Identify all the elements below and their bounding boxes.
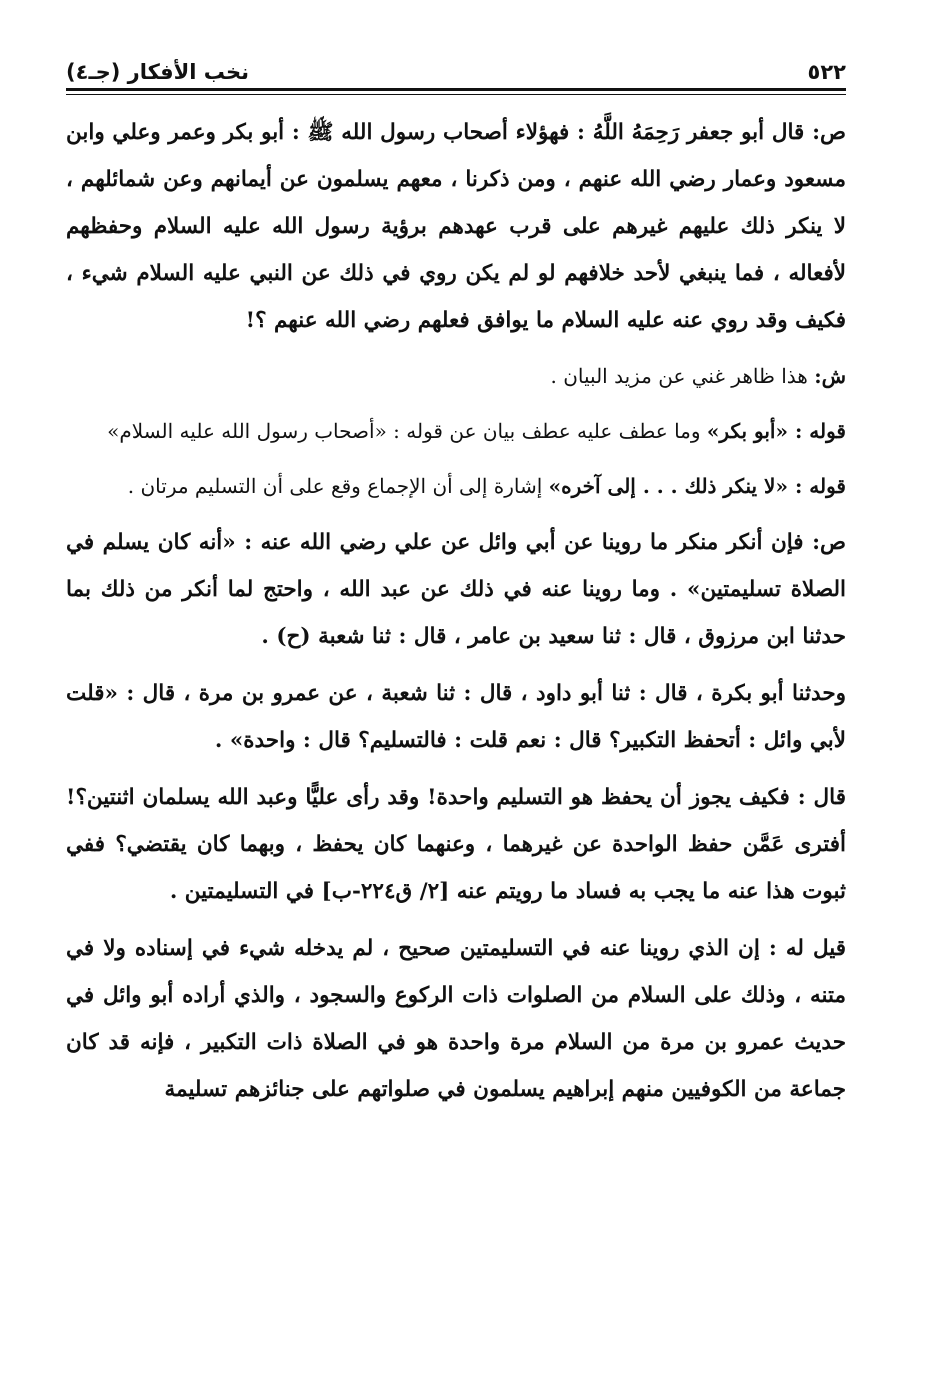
book-title: نخب الأفكار (جـ٤) [66,60,249,84]
paragraph-text: وما عطف عليه عطف بيان عن قوله : «أصحاب رسول الله عليه السلام» [107,419,707,443]
page-header [66,40,846,84]
paragraph-matn [66,519,846,660]
paragraph-sharh [66,464,846,509]
paragraph-matn [66,925,846,1113]
paragraph-quote: «لا ينكر ذلك . . . إلى آخره» [548,474,795,498]
header-rule-thick [66,88,846,91]
paragraph-lead: قوله : [794,419,846,443]
header-rule-thin [66,94,846,95]
paragraph-text: إشارة إلى أن الإجماع وقع على أن التسليم مرتان . [127,474,549,498]
paragraph-text: وحدثنا أبو بكرة ، قال : ثنا أبو داود ، قال : ثنا شعبة ، عن عمرو بن مرة ، قال : «قلت لأبي وائل : أتحفظ التكبير؟ قال : نعم قلت : فالتسليم؟ قال : واحدة» . [66,681,846,753]
paragraph-lead: قوله : [794,474,846,498]
paragraph-lead: ص: [812,120,846,145]
paragraph-text: هذا ظاهر غني عن مزيد البيان . [550,364,815,388]
body-text [66,109,846,1113]
paragraph-text: قيل له : إن الذي روينا عنه في التسليمتين صحيح ، لم يدخله شيء في إسناده ولا في متنه ، وذلك على السلام من الصلوات ذات الركوع والسجود ، والذي أراده أبو وائل في حديث عمرو بن مرة من السلام مرة واحدة هو في الصلاة ذات التكبير ، فإنه قد كان جماعة من الكوفيين منهم إبراهيم يسلمون في صلواتهم على جنائزهم تسليمة [66,936,846,1102]
paragraph-matn [66,774,846,915]
paragraph-matn [66,109,846,344]
paragraph-text: قال أبو جعفر رَحِمَهُ اللَّهُ : فهؤلاء أصحاب رسول الله ﷺ : أبو بكر وعمر وعلي وابن مسعود وعمار رضي الله عنهم ، ومن ذكرنا ، معهم يسلمون عن أيمانهم وعن شمائلهم ، لا ينكر ذلك عليهم غيرهم على قرب عهدهم برؤية رسول الله عليه السلام وحفظهم لأفعاله ، فما ينبغي لأحد خلافهم لو لم يكن روي في ذلك عن النبي عليه السلام شيء ، فكيف وقد روي عنه عليه السلام ما يوافق فعلهم رضي الله عنهم ؟! [66,120,846,333]
paragraph-sharh [66,409,846,454]
paragraph-sharh [66,354,846,399]
paragraph-quote: «أبو بكر» [706,419,795,443]
paragraph-lead: ص: [812,530,846,555]
paragraph-lead: ش: [814,364,846,388]
page-number: ٥٢٢ [807,60,846,84]
paragraph-matn [66,670,846,764]
paragraph-text: فإن أنكر منكر ما روينا عن أبي وائل عن علي رضي الله عنه : «أنه كان يسلم في الصلاة تسليمتين» . وما روينا عنه في ذلك عن عبد الله ، واحتج لما أنكر من ذلك بما حدثنا ابن مرزوق ، قال : ثنا سعيد بن عامر ، قال : ثنا شعبة (ح) . [66,530,846,649]
paragraph-text: قال : فكيف يجوز أن يحفظ هو التسليم واحدة! وقد رأى عليًّا وعبد الله يسلمان اثنتين؟! أفترى عَمَّن حفظ الواحدة عن غيرهما ، وعنهما كان يحفظ ، وبهما كان يقتضي؟ ففي ثبوت هذا عنه ما يجب به فساد ما رويتم عنه [٢/ ق٢٢٤-ب] في التسليمتين . [66,785,846,904]
page [66,40,846,1123]
